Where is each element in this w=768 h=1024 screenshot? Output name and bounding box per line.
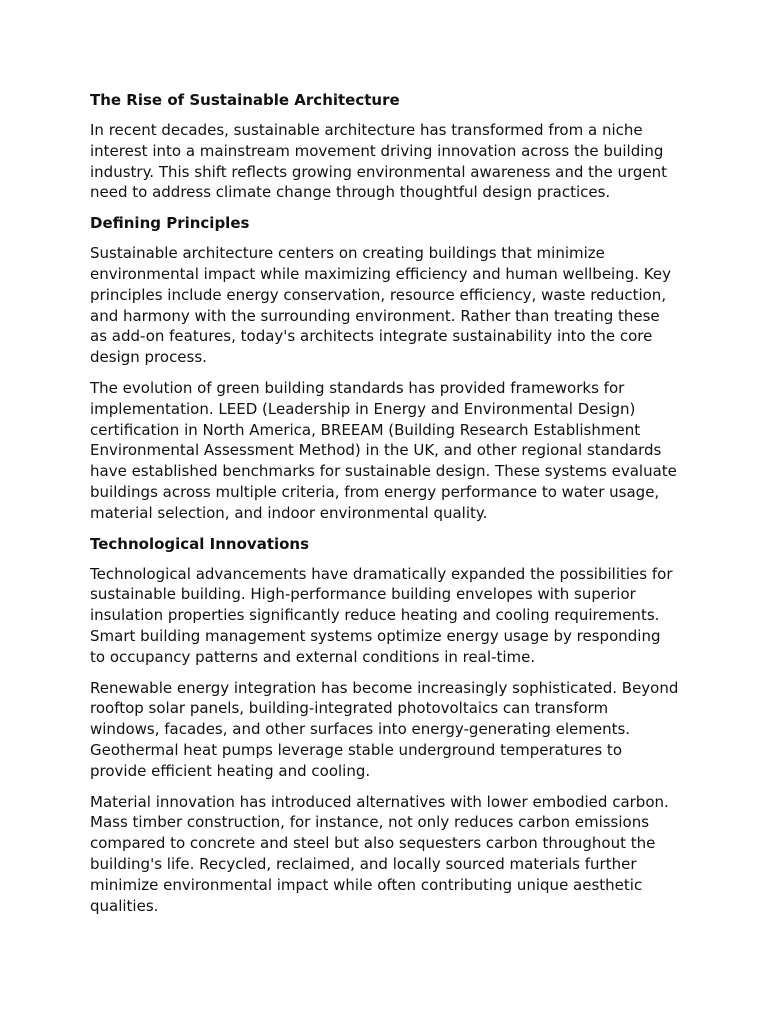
paragraph-principles-2: The evolution of green building standards has provided frameworks for implementation. LEED (Leadership in Energy and Environmental Design) certification in North America, BREEAM (Building Research Establishment Environmental Assessment Method) in the UK, and other regional standards have established benchmarks for sustainable design. These systems evaluate buildings across multiple criteria, from energy performance to water usage, material selection, and indoor environmental quality. bbox=[90, 378, 677, 522]
section-heading-defining-principles: Defining Principles bbox=[90, 214, 250, 233]
section-heading-technological-innovations: Technological Innovations bbox=[90, 534, 310, 553]
document-title: The Rise of Sustainable Architecture bbox=[90, 91, 400, 109]
document-body bbox=[90, 90, 680, 916]
paragraph-principles-1: Sustainable architecture centers on creating buildings that minimize environmental impact while maximizing efficiency and human wellbeing. Key principles include energy conservation, resource efficiency, waste reduction, and harmony with the surrounding environment. Rather than treating these as add-on features, today's architects integrate sustainability into the core design process. bbox=[90, 244, 671, 367]
paragraph-innovations-1: Technological advancements have dramatically expanded the possibilities for sustainable building. High-performance building envelopes with superior insulation properties significantly reduce heating and cooling requirements. Smart building management systems optimize energy usage by responding to occupancy patterns and external conditions in real-time. bbox=[90, 564, 673, 666]
intro-paragraph: In recent decades, sustainable architecture has transformed from a niche interest into a mainstream movement driving innovation across the building industry. This shift reflects growing environmental awareness and the urgent need to address climate change through thoughtful design practices. bbox=[90, 121, 668, 202]
paragraph-innovations-2: Renewable energy integration has become increasingly sophisticated. Beyond rooftop solar panels, building-integrated photovoltaics can transform windows, facades, and other surfaces into energy-generating elements. Geothermal heat pumps leverage stable underground temperatures to provide efficient heating and cooling. bbox=[90, 678, 679, 780]
paragraph-innovations-3: Material innovation has introduced alternatives with lower embodied carbon. Mass timber construction, for instance, not only reduces carbon emissions compared to concrete and steel but also sequesters carbon throughout the building's life. Recycled, reclaimed, and locally sourced materials further minimize environmental impact while often contributing unique aesthetic qualities. bbox=[90, 792, 669, 915]
